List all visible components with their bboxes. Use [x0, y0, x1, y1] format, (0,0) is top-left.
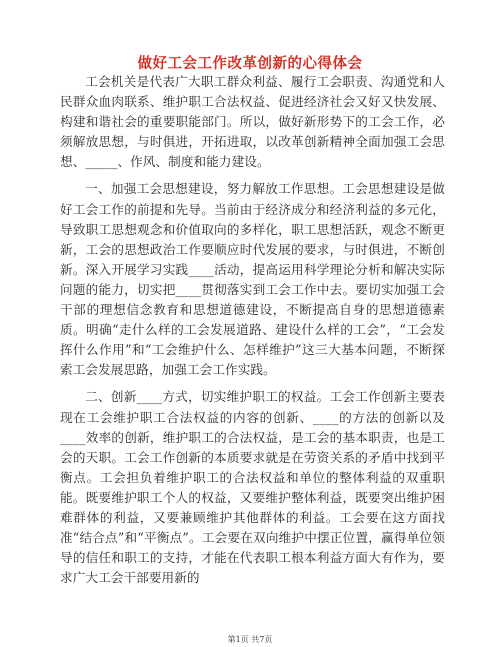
paragraph-section-2: 二、创新____方式，切实维护职工的权益。工会工作创新主要表现在工会维护职工合法权益的内容的创新、____的方法的创新以及____效率的创新，维护职工的合法权益，是工会的基本职责，也是工会的天职。工会工作创新的本质要求就是在劳资关系的矛盾中找到平衡点。工会担负着维护职工的合法权益和单位的整体利益的双重职能。既要维护职工个人的权益，又要维护整体利益，既要突出维护困难群体的利益，又要兼顾维护其他群体的利益。工会要在这方面找准“结合点”和“平衡点”。工会要在双向维护中摆正位置，赢得单位领导的信任和职工的支持，才能在代表职工根本利益方面大有作为，要求广大工会干部要用新的	[60, 389, 445, 586]
document-body	[60, 72, 445, 595]
document-title: 做好工会工作改革创新的心得体会	[137, 56, 363, 72]
paragraph-intro: 工会机关是代表广大职工群众利益、履行工会职责、沟通党和人民群众血肉联系、维护职工合法权益、促进经济社会又好又快发展、构建和谐社会的重要职能部门。所以，做好新形势下的工会工作，必须解放思想，与时俱进，开拓进取，以改革创新精神全面加强工会思想、_____、作风、制度和能力建设。	[60, 74, 445, 170]
paragraph-section-1: 一、加强工会思想建设，努力解放工作思想。工会思想建设是做好工会工作的前提和先导。当前由于经济成分和经济利益的多元化，导致职工思想观念和价值取向的多样化，职工思想活跃，观念不断更新，工会的思想政治工作要顺应时代发展的要求，与时俱进，不断创新。深入开展学习实践____活动，提高运用科学理论分析和解决实际问题的能力，切实把____贯彻落实到工会工作中去。要切实加强工会干部的理想信念教育和思想道德建设，不断提高自身的思想道德素质。明确“走什么样的工会发展道路、建设什么样的工会”，“工会发挥什么作用”和“工会维护什么、怎样维护”这三大基本问题，不断探索工会发展思路，加强工会工作实践。	[60, 181, 445, 378]
page-number-footer: 第1页 共7页	[227, 635, 273, 644]
